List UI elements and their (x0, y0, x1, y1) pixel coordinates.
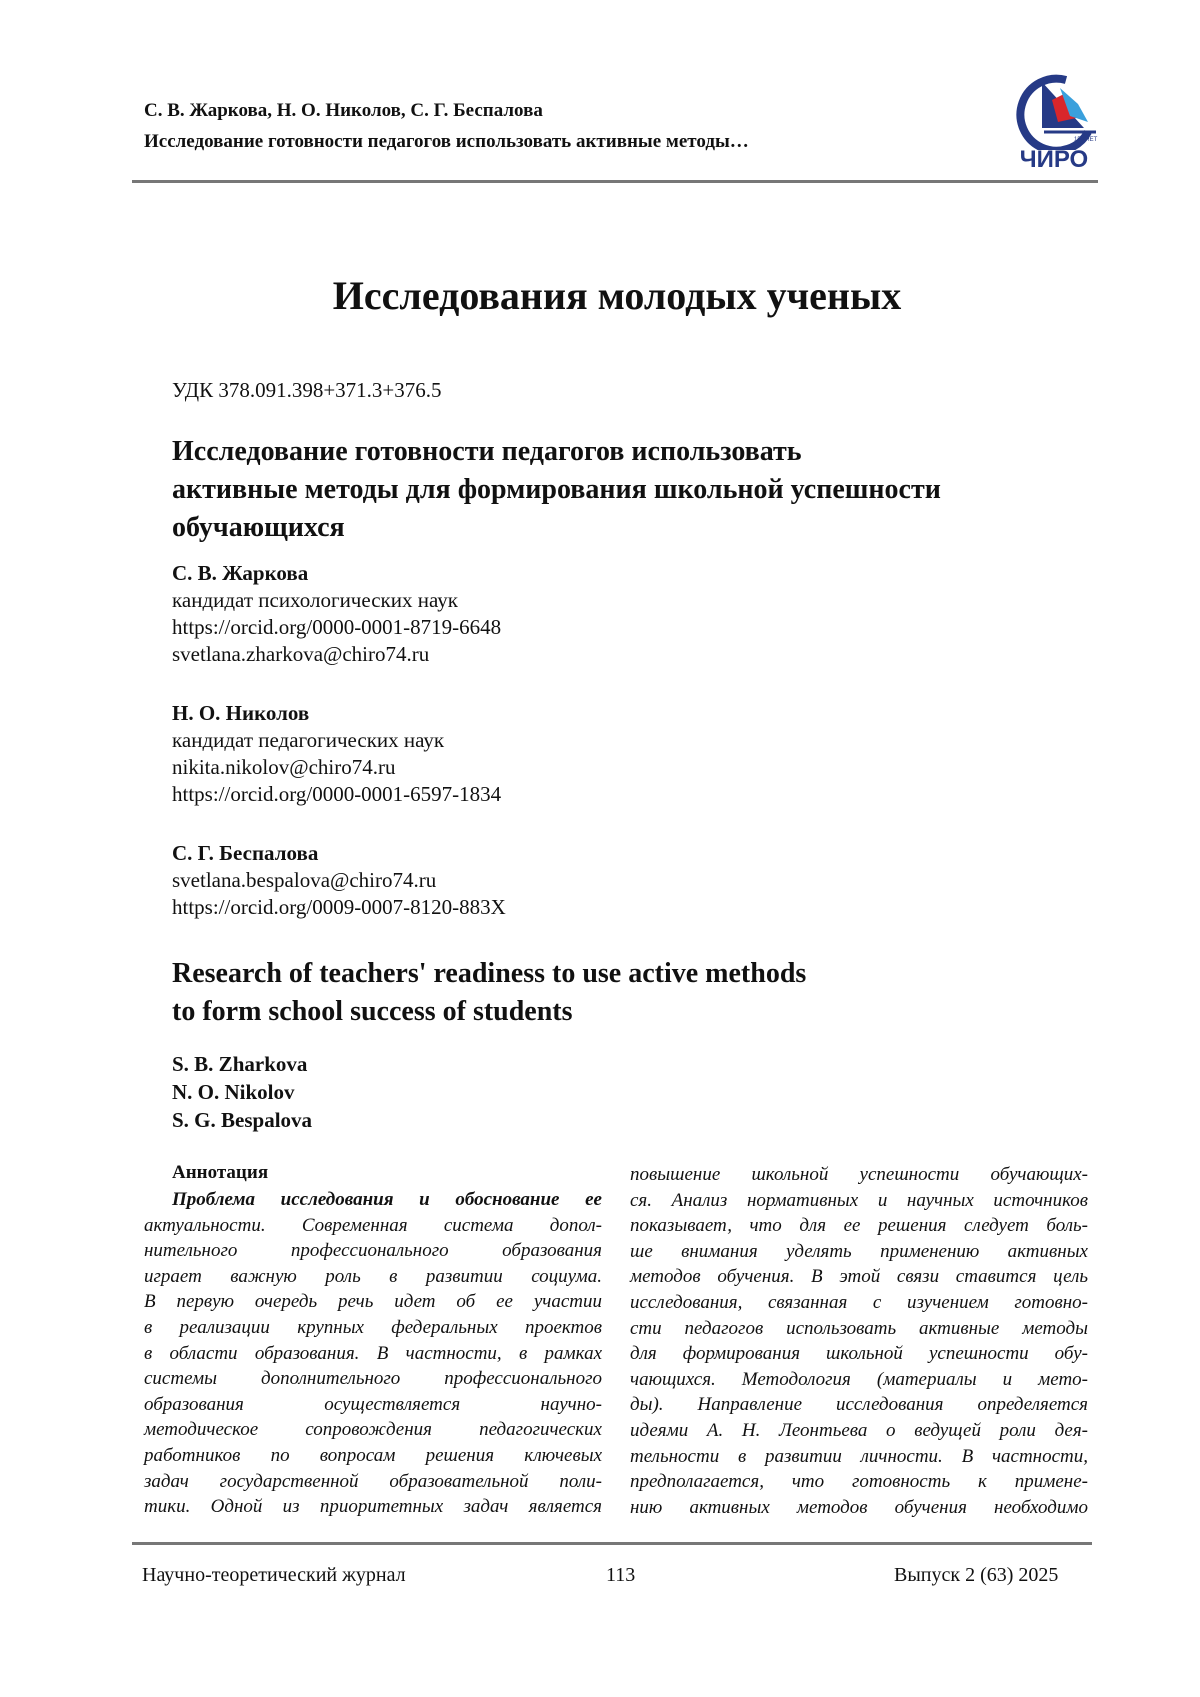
chiro-logo-emblem-icon (1004, 70, 1104, 150)
text-line: для формирования школьной успешности обу- (630, 1341, 1088, 1367)
text-line: показывает, что для ее решения следует боль- (630, 1213, 1088, 1239)
author-degree: кандидат педагогических наук (172, 727, 501, 754)
author-email[interactable]: svetlana.bespalova@chiro74.ru (172, 867, 506, 894)
author-email[interactable]: nikita.nikolov@chiro74.ru (172, 754, 501, 781)
text-line: тельности в развитии личности. В частности, (630, 1444, 1088, 1470)
author-block (172, 700, 501, 808)
page-number: 113 (606, 1564, 635, 1587)
english-title-line: to form school success of students (172, 993, 806, 1031)
article-title-line: Исследование готовности педагогов использовать (172, 433, 1122, 471)
text-line: методическое сопровождения педагогических (144, 1417, 602, 1443)
text-line: Проблема исследования и обоснование ее (172, 1189, 602, 1210)
text-line: нию активных методов обучения необходимо (630, 1495, 1088, 1521)
text-line: повышение школьной успешности обучающих- (630, 1162, 1088, 1188)
text-line: сти педагогов использовать активные методы (630, 1316, 1088, 1342)
logo-wordmark: ЧИРО (1004, 146, 1104, 174)
text-line: образования осуществляется научно- (144, 1392, 602, 1418)
footer-journal: Научно-теоретический журнал (142, 1564, 406, 1587)
header-divider (132, 180, 1098, 183)
author-degree: кандидат психологических наук (172, 587, 501, 614)
author-orcid[interactable]: https://orcid.org/0000-0001-6597-1834 (172, 781, 501, 808)
text-line: актуальности. Современная система допол- (144, 1213, 602, 1239)
text-line: ды). Направление исследования определяется (630, 1392, 1088, 1418)
text-line: методов обучения. В этой связи ставится цель (630, 1264, 1088, 1290)
text-line: ше внимания уделять применению активных (630, 1239, 1088, 1265)
footer-issue: Выпуск 2 (63) 2025 (894, 1564, 1058, 1587)
english-author: S. G. Bespalova (172, 1106, 312, 1134)
annotation-right-column (630, 1162, 1088, 1520)
text-line: работников по вопросам решения ключевых (144, 1443, 602, 1469)
author-orcid[interactable]: https://orcid.org/0009-0007-8120-883X (172, 894, 506, 921)
text-line: в области образования. В частности, в рамках (144, 1341, 602, 1367)
author-name: С. В. Жаркова (172, 560, 501, 587)
text-line: ся. Анализ нормативных и научных источников (630, 1188, 1088, 1214)
text-line: задач государственной образовательной поли- (144, 1469, 602, 1495)
footer-divider (132, 1542, 1092, 1545)
english-title (172, 955, 806, 1031)
text-line: идеями А. Н. Леонтьева о ведущей роли дея- (630, 1418, 1088, 1444)
text-line: чающихся. Методология (материалы и мето- (630, 1367, 1088, 1393)
logo-tiny-text: 150 ЛЕТ (1074, 137, 1098, 143)
author-block (172, 560, 501, 668)
chiro-logo (1004, 70, 1104, 174)
author-orcid[interactable]: https://orcid.org/0000-0001-8719-6648 (172, 614, 501, 641)
text-line: В первую очередь речь идет об ее участии (144, 1289, 602, 1315)
english-author: N. O. Nikolov (172, 1078, 312, 1106)
text-line: тики. Одной из приоритетных задач является (144, 1494, 602, 1520)
running-title: Исследование готовности педагогов использовать активные методы… (144, 131, 749, 153)
author-block (172, 840, 506, 921)
english-author: S. B. Zharkova (172, 1050, 312, 1078)
text-line: предполагается, что готовность к примене- (630, 1469, 1088, 1495)
annotation-heading: Аннотация (172, 1162, 268, 1184)
english-title-line: Research of teachers' readiness to use active methods (172, 955, 806, 993)
text-line: играет важную роль в развитии социума. (144, 1264, 602, 1290)
udk-code: УДК 378.091.398+371.3+376.5 (172, 378, 442, 403)
text-line: системы дополнительного профессионального (144, 1366, 602, 1392)
running-authors: С. В. Жаркова, Н. О. Николов, С. Г. Беспалова (144, 100, 543, 122)
article-title-line: обучающихся (172, 509, 1122, 547)
english-authors (172, 1050, 312, 1134)
annotation-left-column (144, 1187, 602, 1520)
author-name: Н. О. Николов (172, 700, 501, 727)
author-name: С. Г. Беспалова (172, 840, 506, 867)
text-line: в реализации крупных федеральных проектов (144, 1315, 602, 1341)
article-title-line: активные методы для формирования школьной успешности (172, 471, 1122, 509)
section-title: Исследования молодых ученых (0, 272, 1200, 319)
author-email[interactable]: svetlana.zharkova@chiro74.ru (172, 641, 501, 668)
text-line: исследования, связанная с изучением готовно- (630, 1290, 1088, 1316)
text-line (144, 1187, 602, 1213)
article-title (172, 433, 1122, 547)
text-line: нительного профессионального образования (144, 1238, 602, 1264)
